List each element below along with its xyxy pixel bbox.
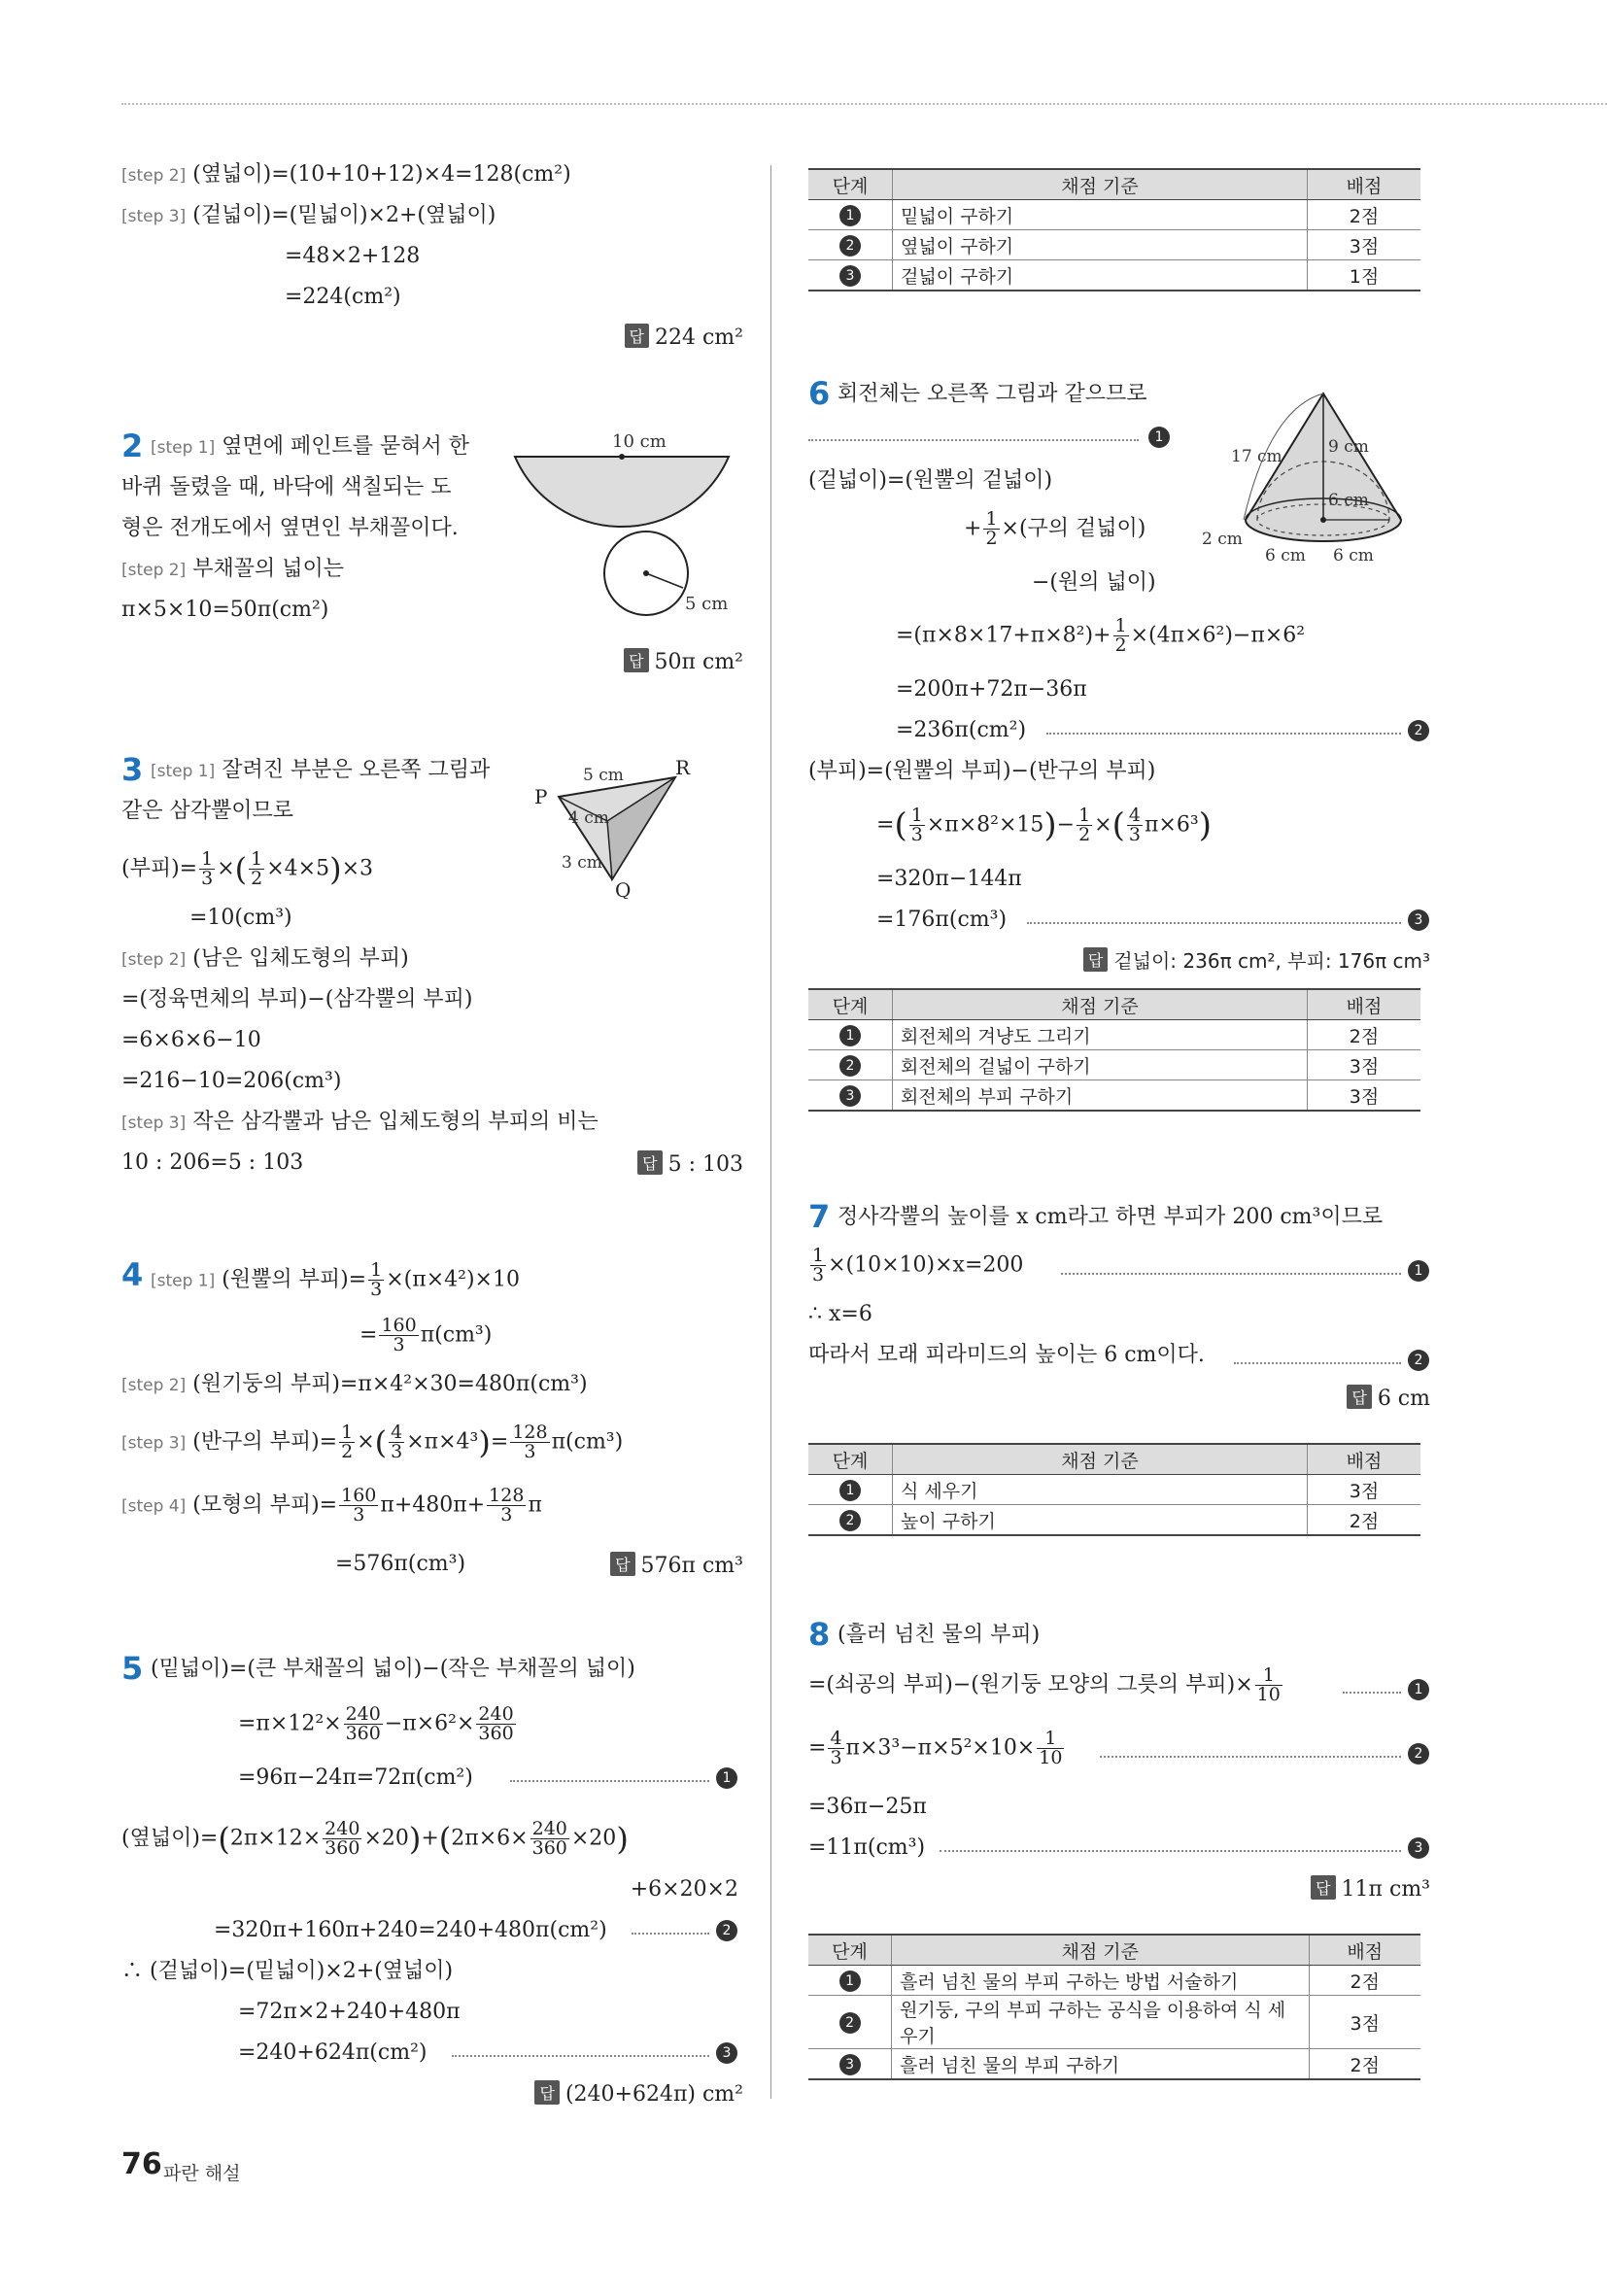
- p3-number: 3: [121, 751, 144, 788]
- p6-marker1: 1: [1148, 427, 1170, 448]
- p6-line6: =200π+72π−36π: [896, 677, 1087, 702]
- p4-line3: [step 2] (원기둥의 부피)=π×4²×30=480π(cm³): [121, 1372, 588, 1396]
- table-row: 2 높이 구하기 2점: [808, 1505, 1420, 1536]
- header-step: 단계: [808, 169, 893, 200]
- p8-marker2: 2: [1408, 1743, 1429, 1765]
- p8-marker3: 3: [1408, 1837, 1429, 1859]
- p8-marker1: 1: [1408, 1679, 1429, 1700]
- p4-answer: 답 576π cm³: [610, 1552, 743, 1578]
- p6-figure: [1197, 384, 1430, 598]
- table-row: 3 겉넓이 구하기 1점: [808, 260, 1420, 291]
- p4-line4: [step 3] (반구의 부피)= $\frac{1}{2}$ ×( $\frac{4}{3}$ ×π×4³)= $\frac{128}{3}$ π(cm³): [121, 1422, 624, 1462]
- p5-dots3: [452, 2055, 709, 2057]
- sector-shape: [515, 457, 729, 527]
- p6-answer: 답 겉넓이: 236π cm², 부피: 176π cm³: [1083, 945, 1430, 974]
- p7-line3: ∴ x=6: [808, 1302, 872, 1326]
- p5-line7: ∴ (겉넓이)=(밑넓이)×2+(옆넓이): [121, 1959, 454, 1983]
- p8-line2: =(쇠공의 부피)−(원기둥 모양의 그릇의 부피)× $\frac{1}{10}$: [808, 1664, 1281, 1705]
- label-9cm: 9 cm: [1328, 437, 1369, 457]
- table-row: 1 회전체의 겨냥도 그리기 2점: [808, 1020, 1420, 1050]
- p7-line4: 따라서 모래 피라미드의 높이는 6 cm이다.: [808, 1343, 1205, 1367]
- p5-line5: +6×20×2: [630, 1877, 738, 1902]
- p6-line8: (부피)=(원뿔의 부피)−(반구의 부피): [808, 759, 1156, 783]
- p4-line6: =576π(cm³): [335, 1552, 466, 1576]
- p8-dots2: [1100, 1756, 1401, 1758]
- p3-answer: 답 5 : 103: [637, 1150, 743, 1177]
- p8-number: 8: [808, 1616, 831, 1653]
- footer-label: 파란 해설: [163, 2163, 241, 2184]
- p8-line1: (흘러 넘친 물의 부피): [838, 1623, 1041, 1647]
- p7-dots2: [1234, 1362, 1401, 1364]
- p2-line1: [step 1] 옆면에 페인트를 묻혀서 한: [151, 434, 470, 459]
- table-row: 2 옆넓이 구하기 3점: [808, 230, 1420, 260]
- vertex-Q: Q: [615, 878, 632, 899]
- p8-line3: = $\frac{4}{3}$ π×3³−π×5²×10× $\frac{1}{10}$: [808, 1728, 1063, 1768]
- column-divider: [770, 165, 771, 2099]
- p6-marker2: 2: [1408, 720, 1429, 741]
- p6-number: 6: [808, 375, 831, 412]
- p7-number: 7: [808, 1198, 831, 1235]
- p5-answer: 답 (240+624π) cm²: [534, 2080, 743, 2107]
- p8-line5: =11π(cm³): [808, 1835, 926, 1860]
- table-header: 단계 채점 기준 배점: [808, 989, 1420, 1020]
- p5-line6: =320π+160π+240=240+480π(cm²): [214, 1918, 607, 1942]
- p8-line4: =36π−25π: [808, 1795, 927, 1819]
- p5-line3: =96π−24π=72π(cm²): [238, 1765, 473, 1790]
- label-4cm: 4 cm: [568, 808, 609, 828]
- table-row: 1 식 세우기 3점: [808, 1475, 1420, 1505]
- p4-line5: [step 4] (모형의 부피)= $\frac{160}{3}$ π+480π+ $\frac{128}{3}$ π: [121, 1485, 542, 1525]
- center-dot: [1320, 517, 1326, 523]
- p1-line4: =224(cm²): [285, 285, 401, 309]
- p4-line1: [step 1] (원뿔의 부피)= $\frac{1}{3}$ ×(π×4²)×10: [151, 1259, 520, 1300]
- p5-marker3: 3: [716, 2042, 737, 2064]
- p3-line10: 10 : 206=5 : 103: [121, 1150, 304, 1175]
- table-row: 3 회전체의 부피 구하기 3점: [808, 1080, 1420, 1112]
- top-dotted-rule: [121, 103, 1607, 105]
- p5-marker1: 1: [716, 1767, 737, 1789]
- p5-dots2: [632, 1933, 709, 1935]
- label-5cm: 5 cm: [583, 766, 624, 785]
- header-criteria: 채점 기준: [893, 169, 1308, 200]
- table-row: 2 회전체의 겉넓이 구하기 3점: [808, 1050, 1420, 1080]
- p1-line3: =48×2+128: [285, 244, 421, 268]
- label-3cm: 3 cm: [562, 853, 602, 873]
- p6-dots3: [1027, 922, 1401, 924]
- scoring-table-8: [808, 1934, 1420, 2080]
- label-bottom-6cm-right: 6 cm: [1333, 546, 1374, 565]
- p6-marker3: 3: [1408, 909, 1429, 931]
- label-5cm: 5 cm: [685, 594, 729, 614]
- label-2cm: 2 cm: [1202, 530, 1243, 549]
- label-17cm: 17 cm: [1231, 447, 1282, 466]
- p6-line4: −(원의 넓이): [1032, 570, 1156, 595]
- table-row: 3 흘러 넘친 물의 부피 구하기 2점: [808, 2049, 1420, 2080]
- p5-line1: (밑넓이)=(큰 부채꼴의 넓이)−(작은 부채꼴의 넓이): [151, 1657, 635, 1681]
- p7-marker1: 1: [1408, 1260, 1429, 1282]
- table-row: 1 흘러 넘친 물의 부피 구하는 방법 서술하기 2점: [808, 1966, 1420, 1996]
- scoring-table-7: [808, 1443, 1420, 1536]
- p2-line3: 형은 전개도에서 옆면인 부채꼴이다.: [121, 516, 459, 540]
- p6-line1: 회전체는 오른쪽 그림과 같으므로: [838, 382, 1147, 406]
- p3-line9: [step 3] 작은 삼각뿔과 남은 입체도형의 부피의 비는: [121, 1110, 598, 1134]
- vertex-R: R: [675, 756, 691, 779]
- p5-dots1: [510, 1780, 709, 1782]
- p1-line1: [step 2] (옆넓이)=(10+10+12)×4=128(cm²): [121, 162, 571, 187]
- scoring-table-6: [808, 988, 1420, 1112]
- p5-marker2: 2: [716, 1920, 737, 1941]
- p3-line7: =6×6×6−10: [121, 1028, 261, 1052]
- header-score: 배점: [1308, 169, 1421, 200]
- p6-line5: =(π×8×17+π×8²)+ $\frac{1}{2}$ ×(4π×6²)−π×6²: [896, 615, 1306, 656]
- p5-number: 5: [121, 1650, 144, 1687]
- table-header: [808, 169, 1420, 200]
- p3-line4: =10(cm³): [189, 906, 292, 930]
- scoring-table-5: [808, 168, 1420, 291]
- label-bottom-6cm-left: 6 cm: [1265, 546, 1306, 565]
- table-header: 단계 채점 기준 배점: [808, 1935, 1420, 1966]
- label-6cm: 6 cm: [1328, 491, 1369, 510]
- p2-line4: [step 2] 부채꼴의 넓이는: [121, 557, 345, 581]
- p6-line3: + $\frac{1}{2}$ ×(구의 겉넓이): [964, 508, 1146, 549]
- page-number: 76: [121, 2147, 162, 2181]
- p6-line10: =320π−144π: [876, 867, 1022, 891]
- vertex-P: P: [534, 785, 548, 808]
- p7-marker2: 2: [1408, 1350, 1429, 1371]
- p4-number: 4: [121, 1256, 144, 1293]
- p2-number: 2: [121, 428, 144, 464]
- p7-line2: $\frac{1}{3}$ ×(10×10)×x=200: [812, 1245, 1024, 1285]
- p3-line8: =216−10=206(cm³): [121, 1069, 342, 1093]
- p8-answer: 답 11π cm³: [1311, 1875, 1430, 1902]
- p6-line2: (겉넓이)=(원뿔의 겉넓이): [808, 468, 1053, 493]
- p7-answer: 답 6 cm: [1347, 1385, 1430, 1411]
- p6-line11: =176π(cm³): [876, 908, 1008, 932]
- p3-line2: 같은 삼각뿔이므로: [121, 799, 294, 823]
- p6-dots1: [808, 439, 1139, 441]
- p6-line7: =236π(cm²): [896, 718, 1027, 742]
- p3-line1: [step 1] 잘려진 부분은 오른쪽 그림과: [151, 758, 491, 782]
- p2-figure: [510, 432, 743, 627]
- label-10cm: 10 cm: [612, 432, 667, 452]
- table-header: 단계 채점 기준 배점: [808, 1444, 1420, 1475]
- sector-center: [619, 454, 625, 460]
- p8-dots1: [1343, 1692, 1401, 1694]
- p1-answer: 답 224 cm²: [625, 324, 743, 350]
- p3-line5: [step 2] (남은 입체도형의 부피): [121, 946, 409, 971]
- p3-line3: (부피)= $\frac{1}{3}$ ×( $\frac{1}{2}$ ×4×5)×3: [121, 848, 374, 889]
- p2-line2: 바퀴 돌렸을 때, 바닥에 색칠되는 도: [121, 475, 452, 499]
- p3-figure: [530, 753, 743, 899]
- p4-line2: = $\frac{160}{3}$ π(cm³): [359, 1315, 493, 1355]
- p6-dots2: [1046, 733, 1401, 735]
- p6-line9: =( $\frac{1}{3}$ ×π×8²×15)− $\frac{1}{2}$ ×( $\frac{4}{3}$ π×6³): [876, 805, 1212, 845]
- p7-dots1: [1061, 1273, 1401, 1275]
- p3-line6: =(정육면체의 부피)−(삼각뿔의 부피): [121, 987, 473, 1011]
- p1-line2: [step 3] (겉넓이)=(밑넓이)×2+(옆넓이): [121, 203, 496, 227]
- p5-line9: =240+624π(cm²): [238, 2040, 427, 2065]
- p2-answer: 답 50π cm²: [624, 648, 743, 674]
- p5-line2: =π×12²× $\frac{240}{360}$ −π×6²× $\frac{240}{360}$: [238, 1703, 514, 1744]
- table-row: 1 밑넓이 구하기 2점: [808, 200, 1420, 230]
- table-row: 2 원기둥, 구의 부피 구하는 공식을 이용하여 식 세우기 3점: [808, 1996, 1420, 2049]
- p2-line5: π×5×10=50π(cm²): [121, 598, 329, 622]
- p7-line1: 정사각뿔의 높이를 x cm라고 하면 부피가 200 cm³이므로: [838, 1205, 1384, 1229]
- p8-dots3: [940, 1850, 1401, 1852]
- p5-line4: (옆넓이)=(2π×12× $\frac{240}{360}$ ×20)+(2π×6× $\frac{240}{360}$ ×20): [121, 1818, 629, 1859]
- p5-line8: =72π×2+240+480π: [238, 2000, 461, 2024]
